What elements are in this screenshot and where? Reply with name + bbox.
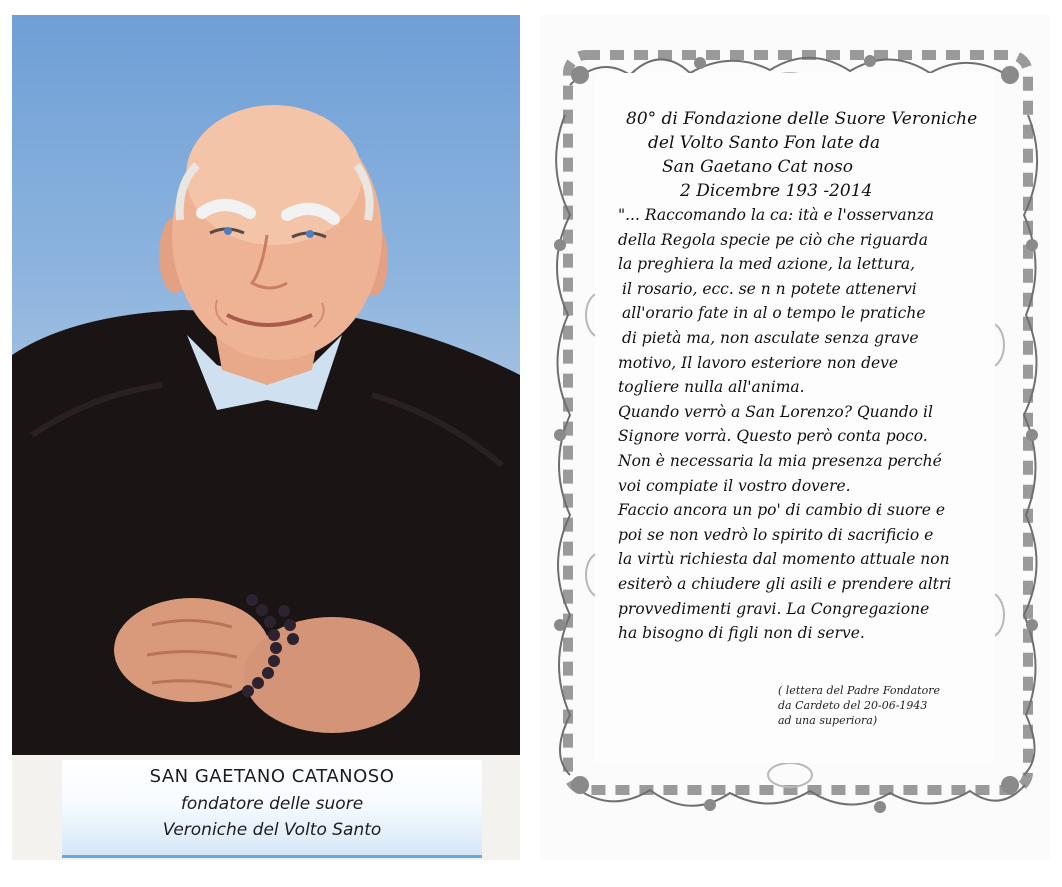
caption-name: SAN GAETANO CATANOSO xyxy=(149,766,395,787)
body-line: la virtù richiesta dal momento attuale non xyxy=(618,550,950,569)
letter-signature xyxy=(778,683,940,728)
saint-portrait-photo xyxy=(12,15,520,755)
body-line: voi compiate il vostro dovere. xyxy=(618,476,851,495)
portrait-card xyxy=(12,15,520,860)
body-line: togliere nulla all'anima. xyxy=(618,378,805,397)
heading-line-4: 2 Dicembre 193 -2014 xyxy=(680,181,873,201)
body-line: di pietà ma, non asculate senza grave xyxy=(622,328,919,347)
body-line: "... Raccomando la ca: ità e l'osservanza xyxy=(618,206,934,224)
body-line: motivo, Il lavoro esteriore non deve xyxy=(618,353,899,372)
body-line: esiterò a chiudere gli asili e prendere altri xyxy=(618,574,952,593)
body-line: la preghiera la med azione, la lettura, xyxy=(618,255,916,274)
signature-line-1: ( lettera del Padre Fondatore xyxy=(778,684,940,697)
signature-line-3: ad una superiora) xyxy=(778,714,878,727)
prayer-card xyxy=(540,15,1050,860)
body-line: Non è necessaria la mia presenza perché xyxy=(618,451,942,470)
body-line: provvedimenti gravi. La Congregazione xyxy=(618,599,930,618)
signature-line-2: da Cardeto del 20-06-1943 xyxy=(778,699,928,712)
heading-line-3: San Gaetano Cat noso xyxy=(662,157,853,177)
caption-role: fondatore delle suore xyxy=(180,794,364,814)
heading-line-1: 80° di Fondazione delle Suore Veroniche xyxy=(626,109,978,129)
body-line: Signore vorrà. Questo però conta poco. xyxy=(618,427,928,446)
heading-line-2: del Volto Santo Fon late da xyxy=(648,133,881,153)
body-line: all'orario fate in al o tempo le pratiche xyxy=(622,304,926,323)
portrait-illustration xyxy=(12,15,520,755)
body-line: il rosario, ecc. se n n potete attenervi xyxy=(622,279,917,298)
body-line: poi se non vedrò lo spirito di sacrificio e xyxy=(618,525,934,544)
portrait-caption xyxy=(62,760,482,858)
body-line: della Regola specie pe ciò che riguarda xyxy=(618,230,928,249)
body-line: ha bisogno di figli non di serve. xyxy=(618,624,865,643)
body-line: Faccio ancora un po' di cambio di suore e xyxy=(618,501,945,520)
body-line: Quando verrò a San Lorenzo? Quando il xyxy=(618,402,933,421)
letter-text xyxy=(618,107,998,646)
caption-congregation: Veroniche del Volto Santo xyxy=(162,820,382,840)
